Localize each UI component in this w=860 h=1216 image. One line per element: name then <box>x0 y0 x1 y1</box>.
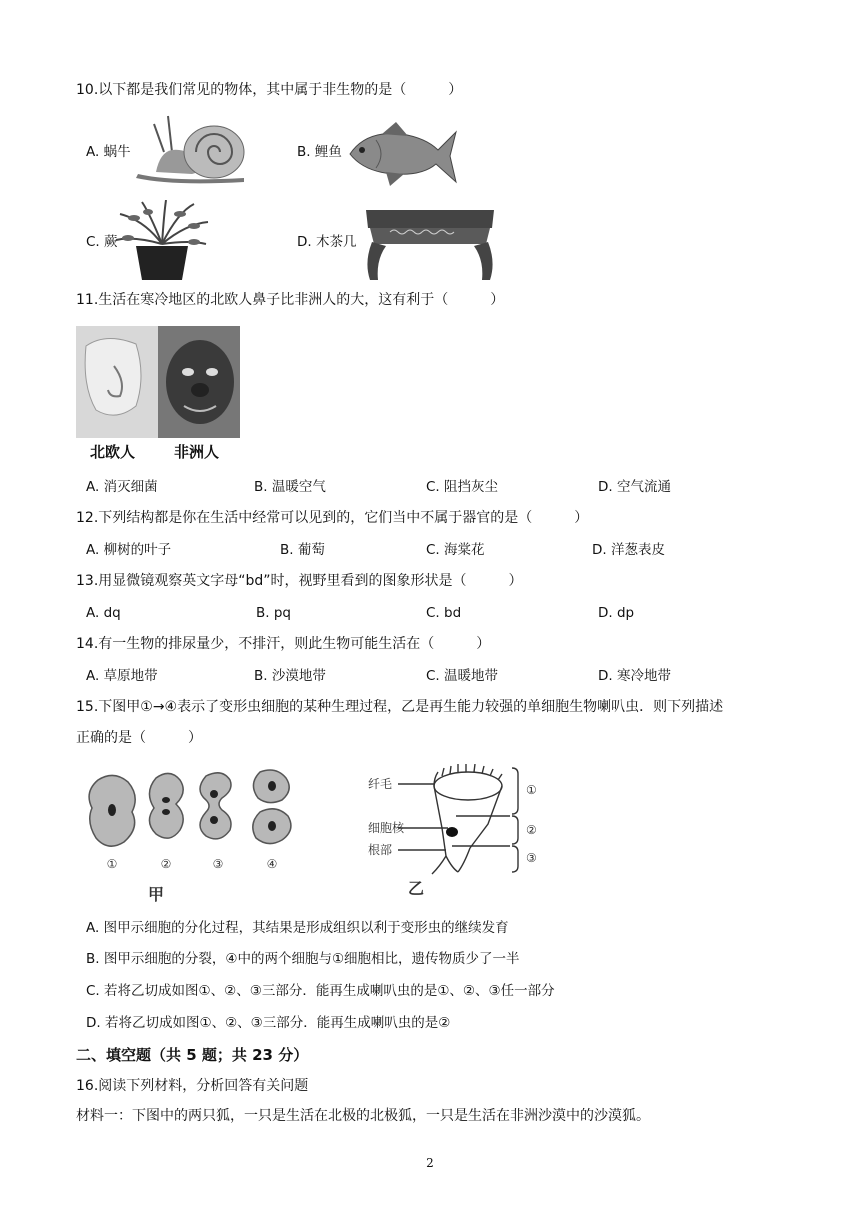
snail-icon <box>132 112 250 184</box>
caption-african: 非洲人 <box>174 443 220 461</box>
jia-step-1: ① <box>106 857 118 871</box>
q14-option-c[interactable]: C. 温暖地带 <box>426 668 499 684</box>
q15-option-c[interactable]: C. 若将乙切成如图①、②、③三部分．能再生成喇叭虫的是①、②、③任一部分 <box>86 983 555 999</box>
jia-step-4: ④ <box>266 857 278 871</box>
yi-part-1: ① <box>526 783 537 797</box>
q15-option-d[interactable]: D. 若将乙切成如图①、②、③三部分．能再生成喇叭虫的是② <box>86 1015 451 1031</box>
q11-option-c[interactable]: C. 阻挡灰尘 <box>426 479 499 495</box>
q14-option-a[interactable]: A. 草原地带 <box>86 668 158 684</box>
q15-option-b[interactable]: B. 图甲示细胞的分裂，④中的两个细胞与①细胞相比，遗传物质少了一半 <box>86 951 520 967</box>
caption-northern-european: 北欧人 <box>90 443 136 461</box>
q12-stem: 12.下列结构都是你在生活中经常可以见到的，它们当中不属于器官的是（ ） <box>76 510 589 526</box>
q13-option-d[interactable]: D. dp <box>598 605 635 621</box>
carp-icon <box>346 120 458 188</box>
jia-caption: 甲 <box>147 885 165 904</box>
nose-comparison-photo <box>76 326 240 438</box>
jia-step-3: ③ <box>212 857 224 871</box>
q11-option-d[interactable]: D. 空气流通 <box>598 479 671 495</box>
q10-stem: 10.以下都是我们常见的物体，其中属于非生物的是（ ） <box>76 82 463 98</box>
q16-material1: 材料一：下图中的两只狐，一只是生活在北极的北极狐，一只是生活在非洲沙漠中的沙漠狐。 <box>76 1108 650 1124</box>
figure-jia-amoeba-division <box>84 768 310 908</box>
q14-option-d[interactable]: D. 寒冷地带 <box>598 668 671 684</box>
yi-label-cilia: 纤毛 <box>368 777 393 791</box>
q14-stem: 14.有一生物的排尿量少，不排汗，则此生物可能生活在（ ） <box>76 636 491 652</box>
yi-caption: 乙 <box>408 879 425 898</box>
fern-icon <box>114 200 210 282</box>
q10-option-c[interactable]: C. 蕨 <box>86 234 118 250</box>
q12-option-c[interactable]: C. 海棠花 <box>426 542 485 558</box>
tea-table-icon <box>360 206 500 282</box>
q11-option-b[interactable]: B. 温暖空气 <box>254 479 326 495</box>
yi-part-3: ③ <box>526 851 537 865</box>
q15-stem-line1: 15.下图甲①→④表示了变形虫细胞的某种生理过程，乙是再生能力较强的单细胞生物喇叭虫．则下列描述 <box>76 699 724 715</box>
q16-stem: 16.阅读下列材料，分析回答有关问题 <box>76 1078 309 1094</box>
q10-option-a[interactable]: A. 蜗牛 <box>86 144 131 160</box>
page-number: 2 <box>426 1156 434 1170</box>
yi-label-root: 根部 <box>368 843 393 857</box>
q10-option-b[interactable]: B. 鲤鱼 <box>297 144 342 160</box>
q11-option-a[interactable]: A. 消灭细菌 <box>86 479 158 495</box>
q12-option-b[interactable]: B. 葡萄 <box>280 542 325 558</box>
q13-option-c[interactable]: C. bd <box>426 605 462 621</box>
q13-option-b[interactable]: B. pq <box>256 605 291 621</box>
figure-yi-stentor <box>368 764 548 898</box>
section-fill-in-title: 二、填空题（共 5 题；共 23 分） <box>76 1046 309 1064</box>
q12-option-a[interactable]: A. 柳树的叶子 <box>86 542 172 558</box>
jia-step-2: ② <box>160 857 172 871</box>
q12-option-d[interactable]: D. 洋葱表皮 <box>592 542 665 558</box>
yi-part-2: ② <box>526 823 537 837</box>
q15-option-a[interactable]: A. 图甲示细胞的分化过程，其结果是形成组织以利于变形虫的继续发育 <box>86 920 509 936</box>
q13-option-a[interactable]: A. dq <box>86 605 121 621</box>
q13-stem: 13.用显微镜观察英文字母“bd”时，视野里看到的图象形状是（ ） <box>76 573 523 589</box>
yi-label-nucleus: 细胞核 <box>368 821 405 835</box>
q15-stem-line2: 正确的是（ ） <box>76 730 202 746</box>
q10-option-d[interactable]: D. 木茶几 <box>297 234 357 250</box>
q11-stem: 11.生活在寒冷地区的北欧人鼻子比非洲人的大，这有利于（ ） <box>76 292 505 308</box>
q14-option-b[interactable]: B. 沙漠地带 <box>254 668 326 684</box>
